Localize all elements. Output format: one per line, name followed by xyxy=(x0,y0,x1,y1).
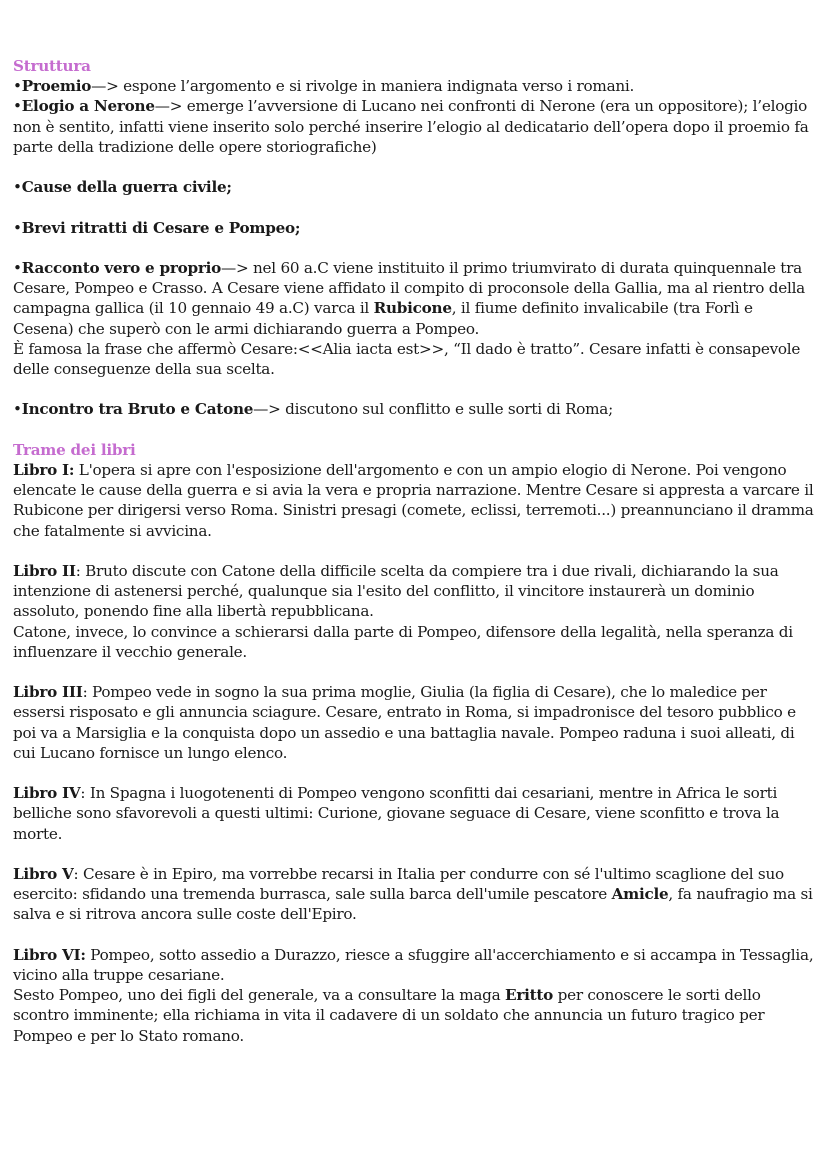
spacer xyxy=(13,844,816,864)
document-body xyxy=(13,56,816,1046)
libro-6-label: Libro VI: xyxy=(13,945,86,964)
libro-3-text: : Pompeo vede in sogno la sua prima moglie, Giulia (la figlia di Cesare), che lo maledice per essersi risposato e gli annuncia sciagure. Cesare, entrato in Roma, si impadronisce del tesoro pubblico e poi va a Marsiglia e la conquista dopo un assedio e una battaglia navale. Pompeo raduna i suoi alleati, di cui Lucano fornisce un lungo elenco. xyxy=(13,683,796,762)
amicle-bold: Amicle xyxy=(611,885,669,904)
libro-6-text-2b: per conoscere le sorti dello scontro imminente; ella richiama in vita il cadavere di un soldato che annuncia un futuro tragico per Pompeo e per lo Stato romano. xyxy=(13,986,765,1045)
incontro-text: —> discutono sul conflitto e sulle sorti di Roma; xyxy=(253,400,613,419)
eritto-bold: Eritto xyxy=(505,986,554,1005)
libro-3-paragraph xyxy=(13,682,816,763)
bullet-incontro xyxy=(13,399,816,419)
section-heading-struttura: Struttura xyxy=(13,57,91,75)
proemio-label: Proemio xyxy=(21,77,92,96)
libro-2-text: : Bruto discute con Catone della difficile scelta da compiere tra i due rivali, dichiarando la sua intenzione di astenersi perché, qualunque sia l'esito del conflitto, il vincitore instaurerà un dominio assoluto, ponendo fine alla libertà repubblicana. xyxy=(13,561,779,621)
spacer xyxy=(13,541,816,561)
libro-2-label: Libro II xyxy=(13,561,76,580)
libro-1-label: Libro I: xyxy=(13,460,75,479)
rubicone-bold: Rubicone xyxy=(373,299,452,318)
spacer xyxy=(13,662,816,682)
elogio-label: Elogio a Nerone xyxy=(21,97,155,116)
proemio-text: —> espone l’argomento e si rivolge in maniera indignata verso i romani. xyxy=(91,77,635,96)
bullet-marker: • xyxy=(13,97,22,116)
elogio-text: —> emerge l’avversione di Lucano nei confronti di Nerone (era un oppositore); l’elogio non è sentito, infatti viene inserito solo perché inserire l’elogio al dedicatario dell’opera dopo il proemio fa parte della tradizione delle opere storiografiche) xyxy=(13,97,809,156)
libro-6-text-2a: Sesto Pompeo, uno dei figli del generale, va a consultare la maga xyxy=(13,986,501,1005)
bullet-elogio xyxy=(13,96,816,157)
libro-4-text: : In Spagna i luogotenenti di Pompeo vengono sconfitti dai cesariani, mentre in Africa le sorti belliche sono sfavorevoli a questi ultimi: Curione, giovane seguace di Cesare, viene sconfitto e trova la morte. xyxy=(13,784,780,843)
libro-5-text: : Cesare è in Epiro, ma vorrebbe recarsi in Italia per condurre con sé l'ultimo scaglione del suo esercito: sfidando una tremenda burrasca, sale sulla barca dell'umile pescatore xyxy=(13,864,784,904)
bullet-racconto xyxy=(13,258,816,339)
bullet-marker: • xyxy=(13,178,22,197)
racconto-label: Racconto vero e proprio xyxy=(21,258,222,277)
libro-5-label: Libro V xyxy=(13,864,74,883)
spacer xyxy=(13,238,816,258)
racconto-frase: È famosa la frase che affermò Cesare:<<Alia iacta est>>, “Il dado è tratto”. Cesare infatti è consapevole delle conseguenze della sua scelta. xyxy=(13,339,801,378)
bullet-marker: • xyxy=(13,258,22,277)
libro-1-paragraph xyxy=(13,460,816,541)
libro-4-paragraph xyxy=(13,783,816,844)
libro-3-label: Libro III xyxy=(13,683,83,702)
bullet-proemio xyxy=(13,76,816,96)
racconto-text-2: , il fiume definito invalicabile (tra Forlì e Cesena) che superò con le armi dichiarando guerra a Pompeo. xyxy=(13,299,753,338)
ritratti-label: Brevi ritratti di Cesare e Pompeo; xyxy=(21,218,301,237)
bullet-ritratti xyxy=(13,218,816,238)
spacer xyxy=(13,925,816,945)
racconto-text: —> nel 60 a.C viene instituito il primo triumvirato di durata quinquennale tra Cesare, Pompeo e Crasso. A Cesare viene affidato il compito di proconsole della Gallia, ma al rientro della campagna gallica (il 10 gennaio 49 a.C) varca il xyxy=(13,258,805,318)
spacer xyxy=(13,157,816,177)
incontro-label: Incontro tra Bruto e Catone xyxy=(21,400,254,419)
libro-5-paragraph xyxy=(13,864,816,925)
libro-5-text-2: , fa naufragio ma si salva e si ritrova ancora sulle coste dell'Epiro. xyxy=(13,885,813,924)
libro-4-label: Libro IV xyxy=(13,784,81,803)
bullet-marker: • xyxy=(13,400,22,419)
spacer xyxy=(13,197,816,217)
libro-2-paragraph-2: Catone, invece, lo convince a schierarsi dalla parte di Pompeo, difensore della legalità, nella speranza di influenzare il vecchio generale. xyxy=(13,622,793,661)
libro-6-text: Pompeo, sotto assedio a Durazzo, riesce a sfuggire all'accerchiamento e si accampa in Tessaglia, vicino alla truppe cesariane. xyxy=(13,945,814,984)
libro-6-paragraph-2 xyxy=(13,985,816,1046)
bullet-marker: • xyxy=(13,218,22,237)
bullet-marker: • xyxy=(13,77,22,96)
libro-1-text: L'opera si apre con l'esposizione dell'argomento e con un ampio elogio di Nerone. Poi vengono elencate le cause della guerra e si avia la vera e propria narrazione. Mentre Cesare si appresta a varcare il Rubicone per dirigersi verso Roma. Sinistri presagi (comete, eclissi, terremoti...) preannunciano il dramma che fatalmente si avvicina. xyxy=(13,460,814,540)
spacer xyxy=(13,763,816,783)
cause-label: Cause della guerra civile; xyxy=(21,178,232,197)
libro-2-paragraph xyxy=(13,561,816,622)
section-heading-trame: Trame dei libri xyxy=(13,440,136,459)
spacer xyxy=(13,420,816,440)
libro-6-paragraph xyxy=(13,945,816,985)
bullet-cause xyxy=(13,177,816,197)
spacer xyxy=(13,379,816,399)
